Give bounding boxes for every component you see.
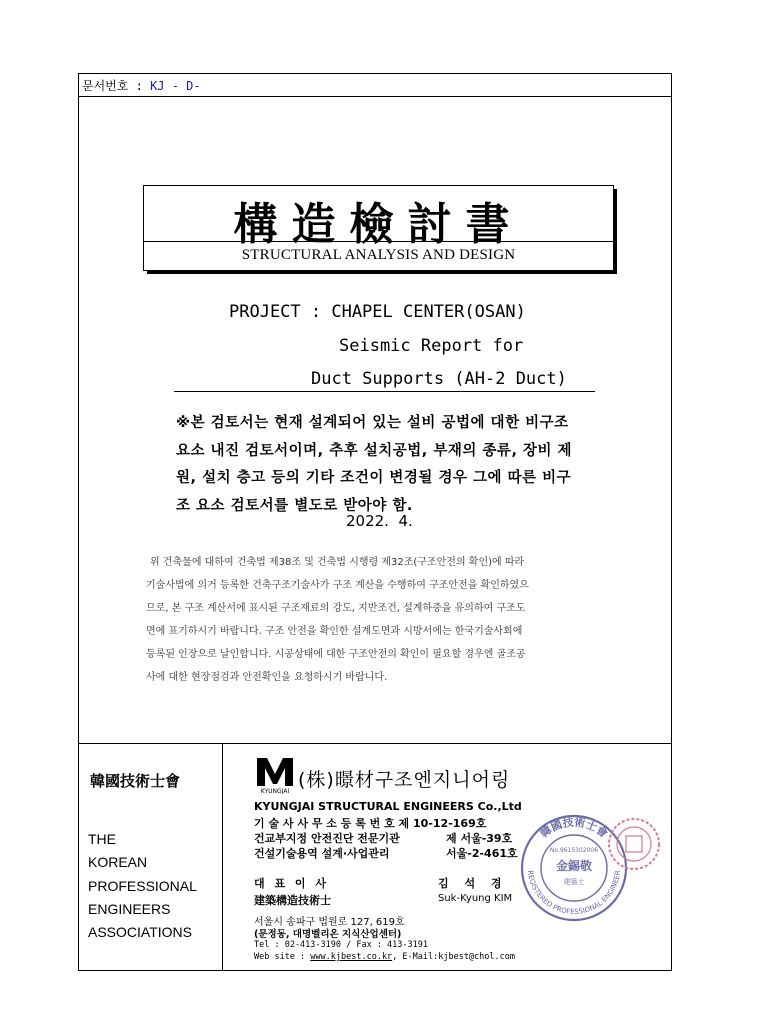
- representative-title: 대 표 이 사: [254, 877, 329, 890]
- paragraph-line: 사에 대한 현장점검과 안전확인을 요청하시기 바랍니다.: [146, 671, 388, 683]
- notice-line: 원, 설치 층고 등의 기타 조건이 변경될 경우 그에 따른 비구: [176, 470, 572, 486]
- confirmation-paragraph: [146, 552, 630, 689]
- project-line-2: Seismic Report for: [339, 336, 524, 356]
- project-line-3: Duct Supports (AH-2 Duct): [311, 369, 567, 389]
- company-name-korean: (株)暻材구조엔지니어링: [298, 769, 511, 791]
- document-number: [82, 77, 201, 94]
- date: 2022. 4.: [346, 512, 413, 530]
- notice-line: 조 요소 검토서를 별도로 받아야 함.: [176, 497, 413, 514]
- footer-divider: [78, 743, 672, 744]
- license-2-label: 건설기술용역 설계·사업관리: [254, 847, 390, 860]
- website-link[interactable]: www.kjbest.co.kr: [310, 952, 393, 962]
- contact-web-text: Web site : www.kjbest.co.kr, E-Mail:kjbest@chol.com: [254, 952, 516, 962]
- association-korean: 韓國技術士會: [90, 772, 181, 790]
- company-logo-icon: [255, 756, 295, 794]
- paragraph-line: 등록된 인장으로 날인합니다. 시공상태에 대한 구조안전의 확인이 필요할 경우엔 골조공: [146, 648, 526, 660]
- document-number-value: KJ - D-: [150, 79, 201, 93]
- association-line: PROFESSIONAL: [88, 877, 197, 894]
- registration-number: 기 술 사 사 무 소 등 록 번 호 제 10-12-169호: [254, 817, 487, 830]
- stamp-number: No.9615302006: [549, 847, 599, 854]
- title-box: [143, 185, 614, 271]
- stamp-name: 金錫敬: [555, 859, 593, 873]
- title-box-shadow-bottom: [147, 271, 617, 274]
- association-english: [88, 828, 197, 944]
- svg-text:韓國技術士會: [537, 815, 610, 841]
- red-seal-icon: [606, 816, 662, 872]
- main-title: 構造檢討書: [233, 199, 524, 250]
- notice-line: 요소 내진 검토서이며, 추후 설치공법, 부재의 종류, 장비 제: [176, 442, 573, 459]
- notice-text: [176, 410, 630, 520]
- title-box-shadow-right: [614, 189, 617, 274]
- subtitle: STRUCTURAL ANALYSIS AND DESIGN: [241, 247, 516, 263]
- stamp-sub: 建築士: [563, 878, 585, 886]
- project-underline: [174, 391, 595, 392]
- representative-english-name: Suk-Kyung KIM: [438, 893, 513, 904]
- paragraph-line: 기술사법에 의거 등록한 건축구조기술사가 구조 계산을 수행하여 구조안전을 확인하였으: [146, 579, 529, 591]
- representative-name: 김 석 경: [438, 877, 508, 890]
- address-line-2: (문정동, 대명벨리온 지식산업센터): [254, 929, 402, 940]
- paragraph-line: 위 건축물에 대하여 건축법 제38조 및 건축법 시행령 제32조(구조안전의 확인)에 따라: [150, 557, 525, 568]
- contact-web: [254, 952, 515, 962]
- stamp-outer-text: 韓國技術士會: [537, 815, 611, 841]
- license-1-label: 건교부지정 안전진단 전문기관: [254, 832, 400, 845]
- license-1-value: 제 서울-39호: [446, 832, 513, 845]
- footer-column-divider: [222, 743, 223, 971]
- association-line: ASSOCIATIONS: [88, 924, 192, 941]
- notice-line: ※본 검토서는 현재 설계되어 있는 설비 공법에 대한 비구조: [176, 415, 569, 431]
- paragraph-line: 므로, 본 구조 계산서에 표시된 구조재료의 강도, 지반조건, 설계하중을 유의하여 구조도: [146, 602, 526, 614]
- stamp-registered-text: REGISTERED PROFESSIONAL ENGINEER: [526, 869, 622, 917]
- license-2-value: 서울-2-461호: [446, 847, 518, 860]
- document-number-label: 문서번호 :: [82, 79, 143, 93]
- contact-phone: Tel : 02-413-3190 / Fax : 413-3191: [254, 940, 428, 950]
- association-line: ENGINEERS: [88, 900, 171, 917]
- logo-text: KYUNGJAI: [260, 788, 290, 794]
- association-line: KOREAN: [88, 854, 148, 871]
- association-line: THE: [88, 831, 116, 847]
- project-line-1: PROJECT : CHAPEL CENTER(OSAN): [229, 302, 526, 322]
- representative-hanja-title: 建築構造技術士: [254, 894, 331, 907]
- paragraph-line: 면에 표기하시기 바랍니다. 구조 안전을 확인한 설계도면과 시방서에는 한국기술사회에: [146, 625, 523, 637]
- address-line-1: 서울시 송파구 법원로 127, 619호: [254, 917, 405, 928]
- company-name-english: KYUNGJAI STRUCTURAL ENGINEERS Co.,Ltd: [254, 800, 522, 813]
- header-divider: [78, 96, 672, 97]
